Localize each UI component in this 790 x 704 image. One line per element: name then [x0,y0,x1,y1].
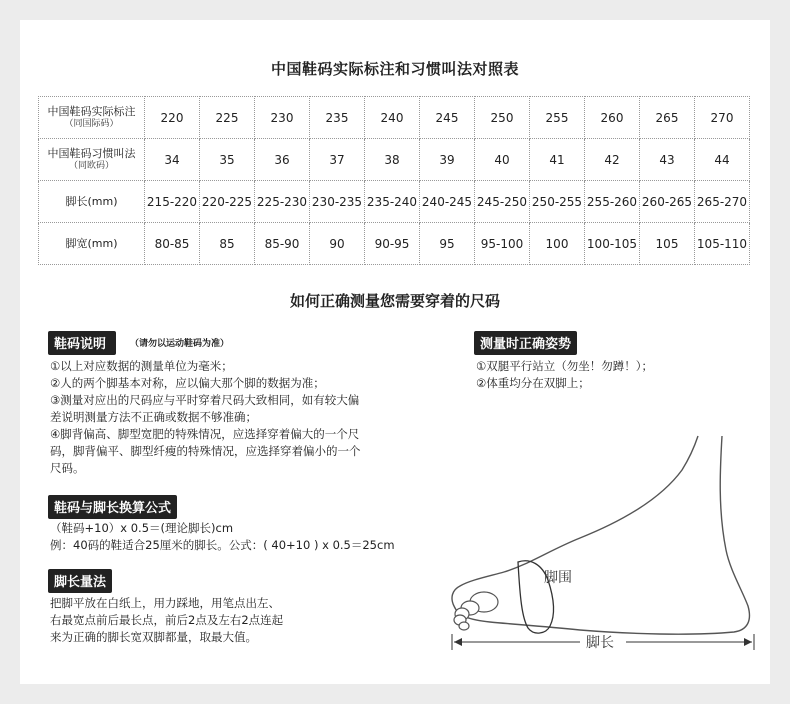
method-line: 来为正确的脚长宽双脚都量，取最大值。 [50,630,257,644]
size-table-row-header [39,181,145,223]
size-table [38,96,750,265]
size-table-row [39,97,750,139]
size-table-cell: 100 [530,223,585,265]
size-table-cell: 220-225 [200,181,255,223]
length-label: 脚长 [586,635,614,651]
size-table-row-header [39,139,145,181]
size-table-cell: 260-265 [640,181,695,223]
size-table-cell: 95-100 [475,223,530,265]
size-table-cell: 225-230 [255,181,310,223]
size-table-cell: 240-245 [420,181,475,223]
method-text [50,595,430,646]
size-note-line: ③测量对应出的尺码应与平时穿着尺码大致相同，如有较大偏 [50,393,360,407]
size-table-row [39,223,750,265]
row-header-sub: （同国际码） [64,118,119,129]
size-table-cell: 90 [310,223,365,265]
toes [454,592,498,630]
size-table-cell: 85 [200,223,255,265]
size-table-cell: 250 [475,97,530,139]
formula-line: （鞋码+10）x 0.5＝(理论脚长)cm [50,521,234,535]
length-arrow-left [454,638,462,646]
size-note-line: ④脚背偏高、脚型宽肥的特殊情况，应选择穿着偏大的一个尺 [50,427,360,441]
size-table-cell: 255-260 [585,181,640,223]
size-table-cell: 36 [255,139,310,181]
size-table-cell: 34 [145,139,200,181]
size-note-label-text: 鞋码说明 [54,337,107,352]
posture-line: ②体重均分在双脚上； [476,376,590,390]
size-table-cell: 230 [255,97,310,139]
size-table-cell: 270 [695,97,750,139]
size-table-cell: 255 [530,97,585,139]
size-table-cell: 40 [475,139,530,181]
size-table-cell: 39 [420,139,475,181]
size-table-cell: 44 [695,139,750,181]
foot-diagram [430,430,760,660]
size-table-cell: 265 [640,97,695,139]
row-header-label: 脚长(mm) [65,195,118,208]
size-table-cell: 80-85 [145,223,200,265]
girth-label: 脚围 [544,570,572,586]
row-header-label: 脚宽(mm) [65,237,118,250]
row-header-label: 中国鞋码习惯叫法 [47,146,136,160]
size-note-label [48,331,116,355]
formula-line: 例：40码的鞋适合25厘米的脚长。公式：( 40+10 ) x 0.5＝25cm [50,538,395,552]
size-table-row-header [39,97,145,139]
method-label: 脚长量法 [48,569,112,593]
posture-label: 测量时正确姿势 [474,331,577,355]
size-table-cell: 41 [530,139,585,181]
size-table-row-header [39,223,145,265]
length-arrow-right [744,638,752,646]
formula-label: 鞋码与脚长换算公式 [48,495,177,519]
size-table-cell: 105 [640,223,695,265]
size-note-line: ①以上对应数据的测量单位为毫米； [50,359,233,373]
size-chart-page [20,20,770,684]
size-table-title: 中国鞋码实际标注和习惯叫法对照表 [270,60,519,78]
size-table-cell: 90-95 [365,223,420,265]
size-table-cell: 37 [310,139,365,181]
size-table-cell: 35 [200,139,255,181]
size-table-cell: 235 [310,97,365,139]
size-table-cell: 215-220 [145,181,200,223]
size-note-line: ②人的两个脚基本对称，应以偏大那个脚的数据为准； [50,376,325,390]
size-note-line: 码，脚背偏平、脚型纤瘦的特殊情况，应选择穿着偏小的一个 [50,444,361,458]
size-table-cell: 43 [640,139,695,181]
size-note-text [50,358,430,477]
size-table-cell: 100-105 [585,223,640,265]
size-table-cell: 245-250 [475,181,530,223]
measure-title: 如何正确测量您需要穿着的尺码 [289,292,500,310]
size-table-cell: 245 [420,97,475,139]
size-note-hint: （请勿以运动鞋码为准） [130,339,230,349]
size-table-row [39,139,750,181]
method-line: 把脚平放在白纸上，用力踩地，用笔点出左、 [50,596,280,610]
size-note-line: 尺码。 [50,461,85,475]
size-table-cell: 105-110 [695,223,750,265]
size-table-cell: 260 [585,97,640,139]
row-header-sub: （同欧码） [68,160,114,171]
size-table-cell: 85-90 [255,223,310,265]
size-table-row [39,181,750,223]
size-table-cell: 230-235 [310,181,365,223]
size-table-cell: 38 [365,139,420,181]
size-table-cell: 235-240 [365,181,420,223]
size-table-cell: 265-270 [695,181,750,223]
posture-line: ①双腿平行站立（勿坐！勿蹲！）； [476,359,654,373]
size-table-cell: 240 [365,97,420,139]
size-table-cell: 220 [145,97,200,139]
size-table-cell: 250-255 [530,181,585,223]
size-table-cell: 42 [585,139,640,181]
posture-text [476,358,756,392]
size-table-cell: 225 [200,97,255,139]
size-table-cell: 95 [420,223,475,265]
formula-text [50,520,430,554]
size-note-line: 差说明测量方法不正确或数据不够准确； [50,410,257,424]
row-header-label: 中国鞋码实际标注 [47,104,136,118]
method-line: 右最宽点前后最长点，前后2点及左右2点连起 [50,613,284,627]
